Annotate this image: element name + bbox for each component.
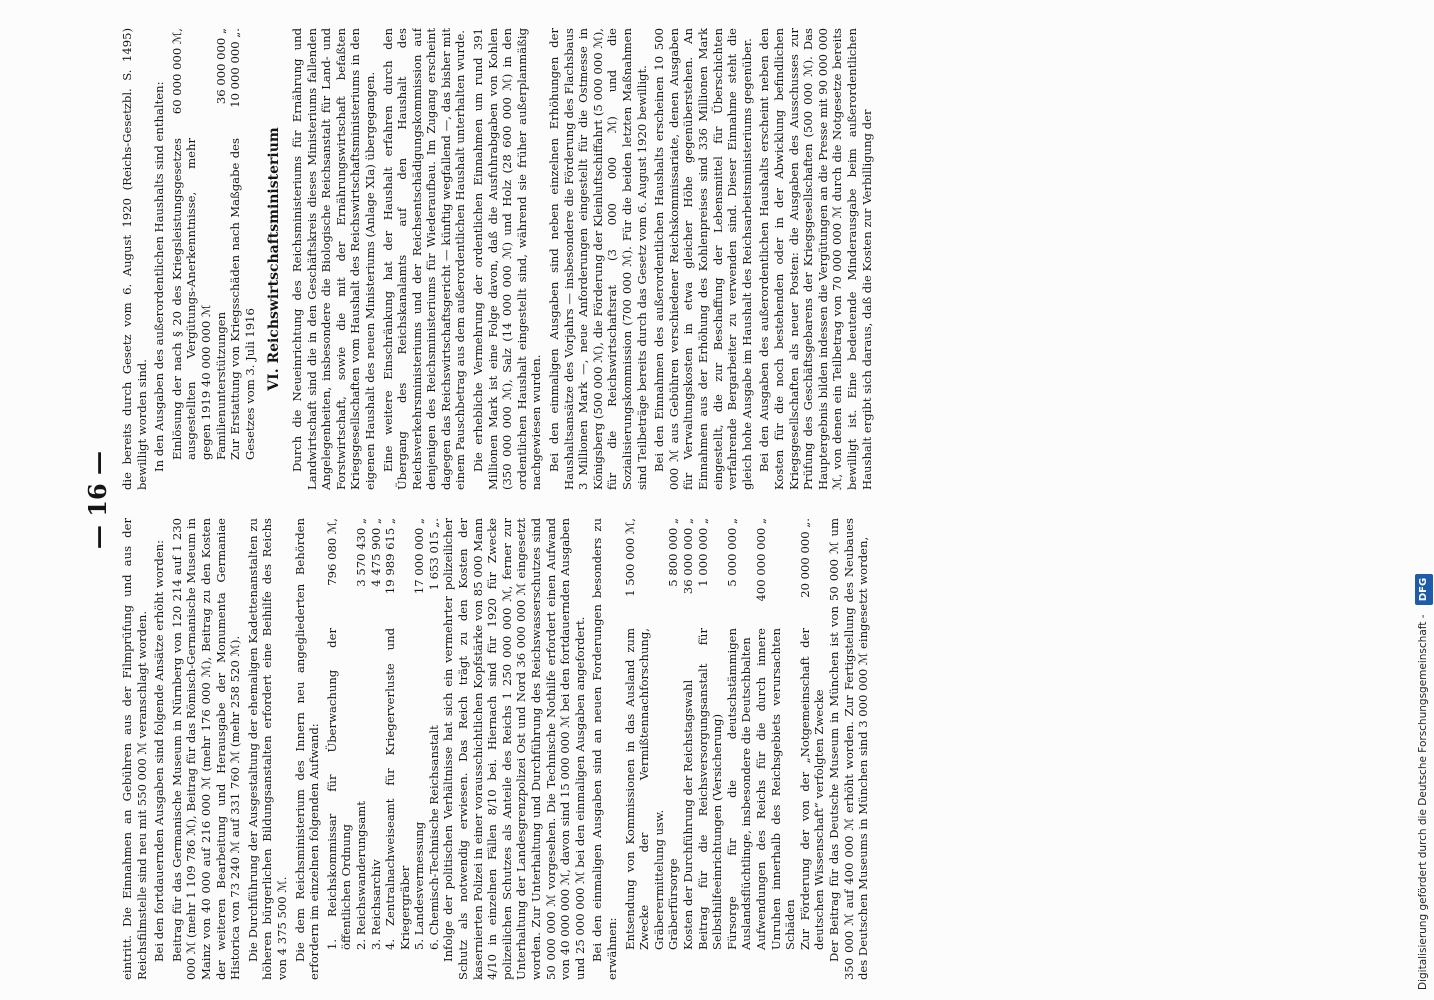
list-item: Zur Förderung der von der „Notgemeinschaft der deutschen Wissenschaft“ verfolgten Zwecke 20 000 000 „. [797,518,827,950]
authority-cost-list [325,518,442,980]
list-item: 4. Zentralnachweiseamt für Kriegerverluste und Kriegergräber 19 989 615 „ [383,518,412,950]
paragraph: Die Durchführung der Ausgestaltung der ehemaligen Kadettenanstalten zu höheren bürgerlichen Bildungsanstalten erfordert eine Beihilfe des Reichs von 4 375 500 ℳ. [245,518,289,980]
list-item: 2. Reichswanderungsamt 3 570 430 „ [353,518,368,950]
list-item: Familienunterstützungen 36 000 000 „ [213,28,228,460]
rotated-document-page [80,20,1400,980]
paragraph: Der Beitrag für das Deutsche Museum in München ist von 50 000 ℳ um 350 000 ℳ auf 400 000 ℳ erhöht worden. Zur Fertigstellung des Neubaues des Deutschen Museums in München sind 3 000 000 ℳ eingesetzt worden, [826,518,871,980]
list-item: Aufwendungen des Reichs für die durch innere Unruhen innerhalb des Reichsgebiets verursachten Schäden 400 000 000 „ [753,518,798,950]
list-item: 6. Chemisch-Technische Reichsanstalt 1 653 015 „. [426,518,441,950]
list-item: Gräberfürsorge 5 800 000 „ [666,518,681,950]
paragraph: Bei den einmaligen Ausgaben sind an neuen Forderungen besonders zu erwähnen: [590,518,619,980]
paragraph: Durch die Neueinrichtung des Reichsministeriums für Ernährung und Landwirtschaft sind die in den Geschäftskreis dieses Ministeriums fallenden Angelegenheiten, insbesondere die Biologische Reichsanstalt für Land- und Forstwirtschaft, sowie die mit der Ernährungswirtschaft befaßten Kriegsgesellschaften vom Haushalt des Reichswirtschaftsministeriums in den eigenen Haushalt des neuen Ministeriums (Anlage XIa) übergegangen. [289,28,377,490]
list-item: Entsendung von Kommissionen in das Ausland zum Zwecke der Vermißtennachforschung, Gräberermittelung usw. 1 500 000 ℳ, [622,518,666,950]
paragraph: Die dem Reichsministerium des Innern neu angegliederten Behörden erfordern im einzelnen folgenden Aufwand: [292,518,322,980]
list-item: 5. Landesvermessung 17 000 000 „ [412,518,427,950]
paragraph: Bei den fortdauernden Ausgaben sind folgende Ansätze erhöht worden: [152,539,167,962]
list-item: Beitrag für die Reichsversorgungsanstalt für Selbsthilfeeinrichtungen (Versicherung) 1 000 000 „ [695,518,725,950]
list-item: Kosten der Durchführung der Reichstagswahl 36 000 000 „ [680,518,695,950]
paragraph: Die erhebliche Vermehrung der ordentlichen Einnahmen um rund 391 Millionen Mark ist eine Folge davon, daß die Ausfuhrabgaben von Kohlen (350 000 000 ℳ), Salz (14 000 000 ℳ) und Holz (28 600 000 ℳ) in den ordentlichen Haushalt eingestellt sind, während sie früher außerplanmäßig nachgewiesen wurden. [471,28,544,490]
paragraph: Bei den Ausgaben des außerordentlichen Haushalts erscheint neben den Kosten für die noch bestehenden oder in der Abwicklung befindlichen Kriegsgesellschaften als neuer Posten: die Ausgaben des Ausschusses zur Prüfung des Geschäftsgebarens der Kriegsgesellschaften (500 000 ℳ). Das Hauptergebnis bilden indessen die Vergütungen an die Presse mit 90 000 000 ℳ, von denen ein Teilbetrag von 70 000 000 ℳ durch die Notgesetze bereits bewilligt ist. Eine bedeutende Minderausgabe beim außerordentlichen Haushalt ergibt sich daraus, daß die Kosten zur Verbilligung der [757,28,874,490]
section-heading: VI. Reichswirtschaftsministerium [266,127,283,391]
extraordinary-expense-list [170,28,258,490]
attribution-text: Digitalisierung gefördert durch die Deutsche Forschungsgemeinschaft - [1417,614,1429,990]
left-column [120,518,1390,980]
paragraph: eintritt. Die Einnahmen an Gebühren aus der Filmprüfung und aus der Reichsfilmstelle sind neu mit 550 000 ℳ veranschlagt worden. [120,518,149,980]
paragraph: In den Ausgaben des außerordentlichen Haushalts sind enthalten: [152,81,167,472]
paragraph: Bei den Einnahmen des außerordentlichen Haushalts erscheinen 10 500 000 ℳ aus Gebühren verschiedener Reichskommissariate, denen Ausgaben für Verwaltungskosten in etwa gleicher Höhe gegenüberstehen. An Einnahmen aus der Erhöhung des Kohlenpreises sind 336 Millionen Mark eingestellt, die zur Beschaffung der Lebensmittel für Überschichten verfahrende Bergarbeiter zu verwenden sind. Dieser Einnahme steht die gleich hohe Ausgabe im Haushalt des Reichsarbeitsministeriums gegenüber. [652,28,754,490]
paragraph: Bei den einmaligen Ausgaben sind neben einzelnen Erhöhungen der Haushaltsansätze des Vorjahrs — insbesondere die Förderung des Flachsbaus 3 Millionen Mark —, neue Anforderungen eingestellt für die Ostmesse in Königsberg (500 000 ℳ), die Förderung der Kleinluftschiffahrt (5 000 000 ℳ), für die Reichswirtschaftsrat (3 000 000 ℳ) und die Sozialisierungskommission (700 000 ℳ). Für die beiden letzten Maßnahmen sind Teilbeträge bereits durch das Gesetz vom 6. August 1920 bewilligt. [547,28,649,490]
page-number: — 16 — [83,450,112,550]
paragraph: Infolge der politischen Verhältnisse hat sich ein vermehrter polizeilicher Schutz als notwendig erwiesen. Das Reich trägt zu den Kosten der kasernierten Polizei in einer vorausschichtlichen Kopfstärke von 85 000 Mann 4/10 in einzelnen Fällen 8/10 bei. Hiernach sind für 1920 für Zwecke polizeilichen Schutzes als Anteile des Reichs 1 250 000 000 ℳ, ferner zur Unterhaltung der Landesgrenzpolizei Ost und Nord 36 000 000 ℳ eingesetzt worden. Zur Unterhaltung und Durchführung des Reichswasserschutzes sind 50 000 000 ℳ vorgesehen. Die Technische Nothilfe erfordert einen Aufwand von 40 000 000 ℳ, davon sind 15 000 000 ℳ bei den fortdauernden Ausgaben und 25 000 000 ℳ bei den einmaligen Ausgaben angefordert. [441,518,587,980]
list-item: 1. Reichskommissar für Überwachung der öffentlichen Ordnung 796 080 ℳ, [324,518,354,950]
list-item: 3. Reichsarchiv 4 475 900 „ [368,518,383,950]
digitization-attribution [1414,10,1432,990]
dfg-logo: DFG [1415,574,1433,605]
one-time-expense-list [623,518,827,980]
right-column [120,28,1390,490]
list-item: Einlösung der nach § 20 des Kriegsleistungsgesetzes ausgestellten Vergütungs-Anerkenntnisse, mehr gegen 1919 40 000 000 ℳ 60 000 000 ℳ, [169,28,213,460]
paragraph: Beitrag für das Germanische Museum in Nürnberg von 120 214 auf 1 230 000 ℳ (mehr 1 109 786 ℳ), Beitrag für das Römisch-Germanische Museum in Mainz von 40 000 auf 216 000 ℳ (mehr 176 000 ℳ), Beitrag zu den Kosten der weiteren Bearbeitung und Herausgabe der Monumenta Germaniae Historica von 73 240 ℳ auf 331 760 ℳ (mehr 258 520 ℳ). [169,518,243,980]
paragraph: die bereits durch Gesetz vom 6. August 1920 (Reichs-Gesetzbl. S. 1495) bewilligt worden sind. [120,28,149,490]
list-item: Zur Erstattung von Kriegsschäden nach Maßgabe des Gesetzes vom 3. Juli 1916 10 000 000 „. [228,28,257,460]
list-item: Fürsorge für die deutschstämmigen Auslandsflüchtlinge, insbesondere die Deutschbalten 5 000 000 „ [724,518,754,950]
paragraph: Eine weitere Einschränkung hat der Haushalt erfahren durch den Übergang des Reichskanalamts auf den Haushalt des Reichsverkehrsministeriums und der Reichsentschädigungskommission auf denjenigen des Reichsministeriums für Wiederaufbau. Im Zugang erscheint dagegen das Reichswirtschaftsgericht — künftig wegfallend —, das bisher mit einem Pauschbetrag aus dem außerordentlichen Haushalt unterhalten wurde. [380,28,468,490]
